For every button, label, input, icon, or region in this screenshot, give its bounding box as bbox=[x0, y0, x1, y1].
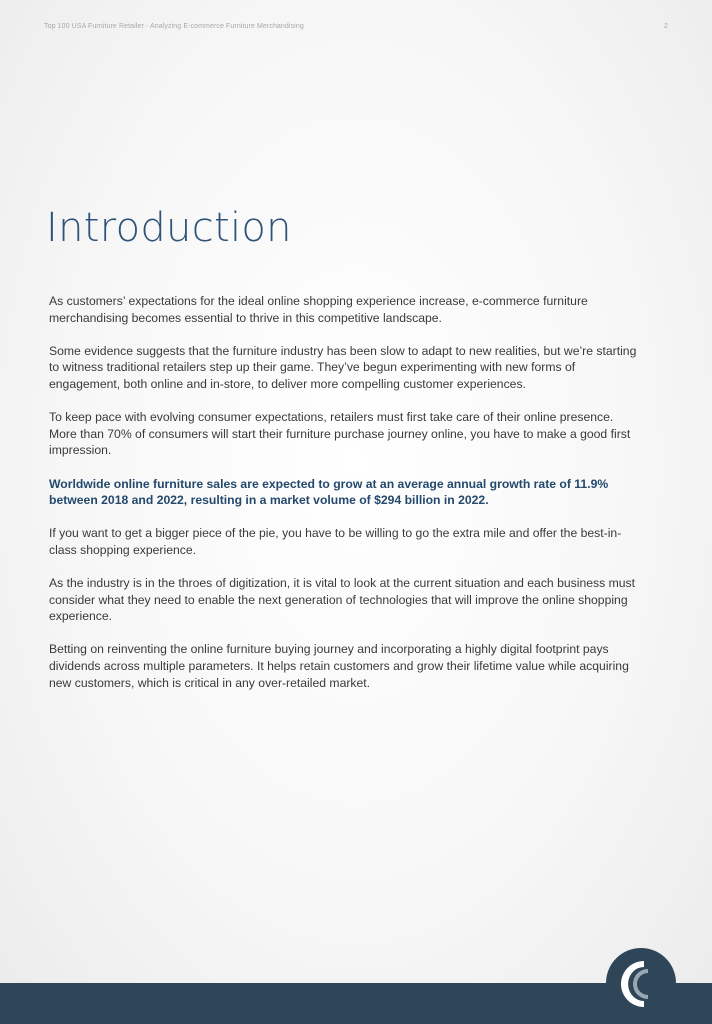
body-text bbox=[49, 293, 639, 708]
page-title: Introduction bbox=[46, 205, 292, 251]
paragraph: If you want to get a bigger piece of the pie, you have to be willing to go the extra mile and offer the best-in-class shopping experience. bbox=[49, 526, 622, 557]
paragraph: As the industry is in the throes of digitization, it is vital to look at the current situation and each business must consider what they need to enable the next generation of technologies that will improve the online shopping experience. bbox=[49, 576, 635, 624]
paragraph: As customers’ expectations for the ideal online shopping experience increase, e-commerce furniture merchandising becomes essential to thrive in this competitive landscape. bbox=[49, 294, 588, 325]
highlight-paragraph: Worldwide online furniture sales are expected to grow at an average annual growth rate of 11.9% between 2018 and 2022, resulting in a market volume of $294 billion in 2022. bbox=[49, 476, 609, 508]
logo-badge bbox=[606, 948, 676, 1018]
paragraph: To keep pace with evolving consumer expectations, retailers must first take care of their online presence. More than 70% of consumers will start their furniture purchase journey online, you have to make a good first impression. bbox=[49, 410, 631, 458]
header-title: Top 100 USA Furniture Retailer · Analyzing E-commerce Furniture Merchandising bbox=[44, 23, 304, 30]
crescent-c-logo-icon bbox=[606, 948, 676, 1018]
paragraph: Betting on reinventing the online furniture buying journey and incorporating a highly digital footprint pays dividends across multiple parameters. It helps retain customers and grow their lifetime value while acquiring new customers, which is critical in any over-retailed market. bbox=[49, 642, 629, 690]
page-number: 2 bbox=[664, 23, 668, 30]
page-header bbox=[44, 23, 668, 35]
paragraph: Some evidence suggests that the furniture industry has been slow to adapt to new realities, but we’re starting to witness traditional retailers step up their game. They’ve begun experimenting with new forms of engagement, both online and in-store, to deliver more compelling customer experiences. bbox=[49, 343, 637, 391]
